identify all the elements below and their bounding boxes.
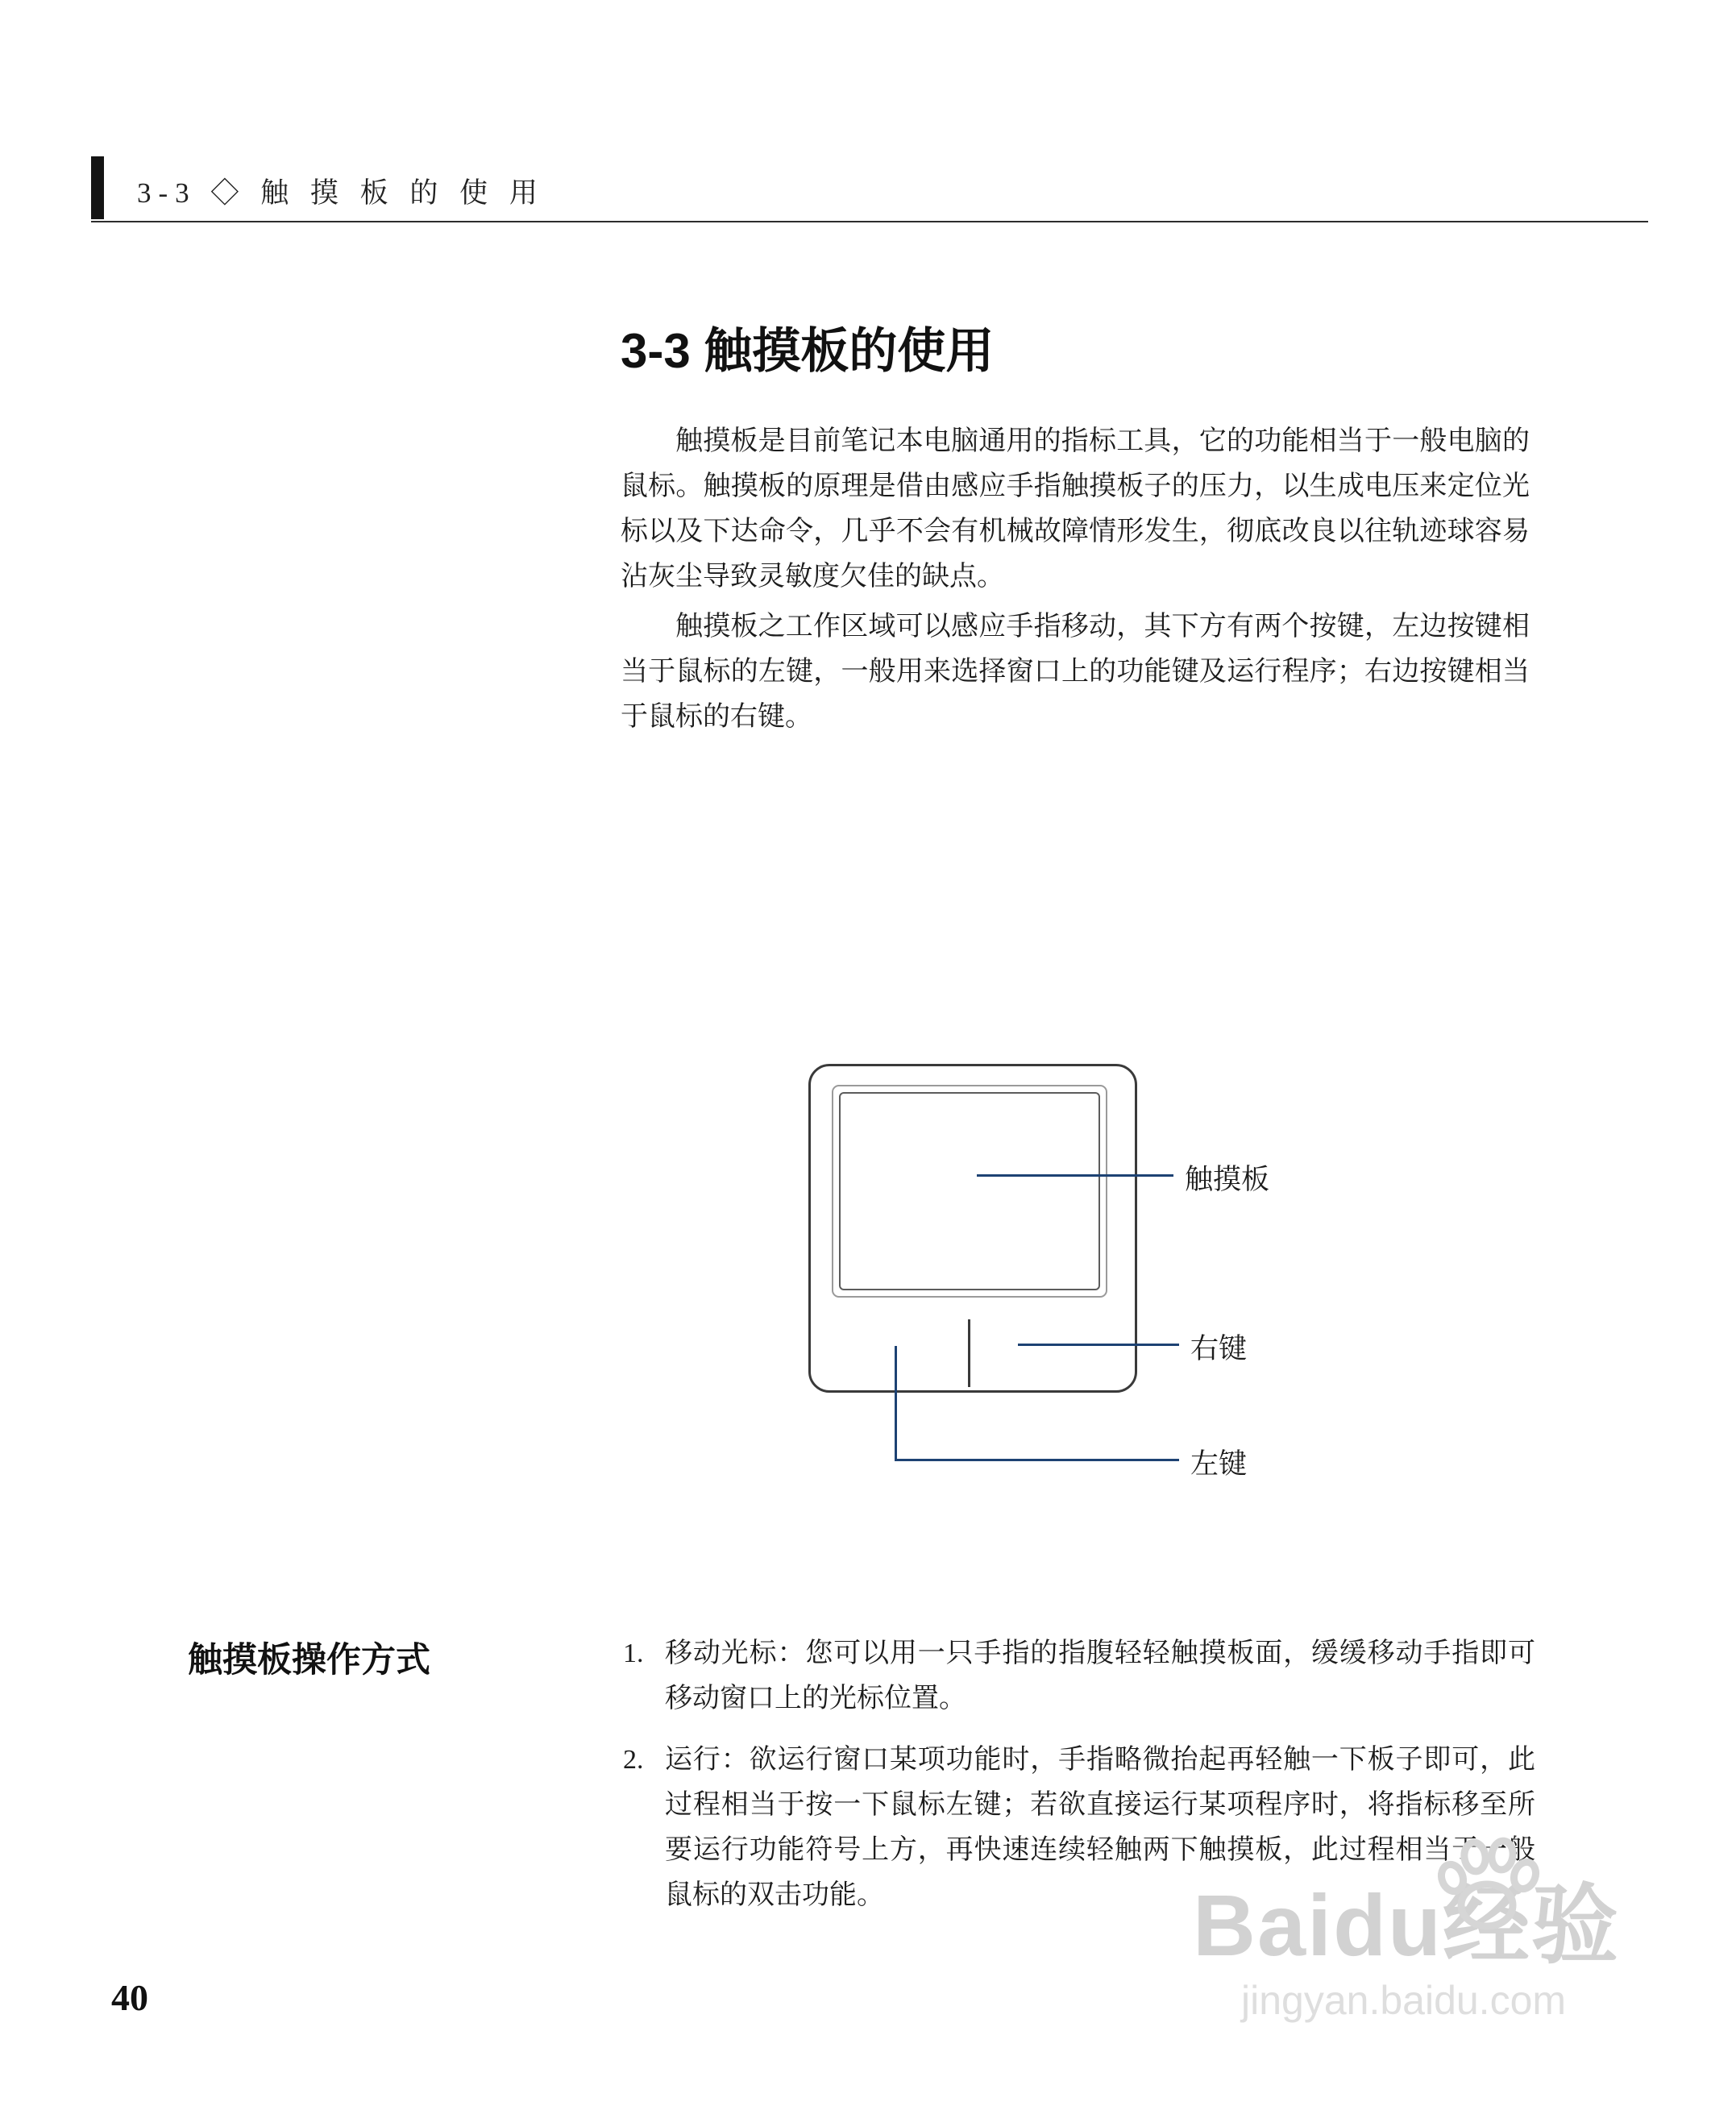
left-button-label: 左键 [1190,1448,1248,1480]
touchpad-surface [832,1085,1107,1298]
list-item-text: 移动光标：您可以用一只手指的指腹轻轻触摸板面，缓缓移动手指即可移动窗口上的光标位置。 [665,1639,1535,1713]
intro-paragraphs [621,419,1530,745]
section-title: 3-3 触摸板的使用 [621,324,995,378]
list-item-text: 运行：欲运行窗口某项功能时，手指略微抬起再轻触一下板子即可，此过程相当于按一下鼠标左键；若欲直接运行某项程序时，将指标移至所要运行功能符号上方，再快速连续轻触两下触摸板，此过程相当于一般鼠标的双击功能。 [665,1745,1535,1910]
list-item-number: 2. [623,1745,644,1775]
touchpad-label: 触摸板 [1185,1164,1270,1195]
left-button-callout-line-vertical [895,1346,897,1460]
list-item [623,1631,1535,1722]
left-button-callout-line-horizontal [895,1459,1179,1461]
paw-icon [1427,1831,1547,1936]
header-section-label: 3-3 ◇ 触 摸 板 的 使 用 [137,177,545,209]
right-button-label: 右键 [1190,1333,1248,1364]
baidu-watermark-url: jingyan.baidu.com [1241,1977,1567,2023]
operation-heading: 触摸板操作方式 [188,1641,430,1680]
baidu-watermark-brand-cn: 经验 [1443,1876,1621,1974]
right-button-callout-line [1018,1344,1179,1346]
page-number: 40 [111,1977,148,2018]
header-divider [91,221,1648,222]
baidu-watermark [1193,1878,1725,2024]
paragraph-1: 触摸板是目前笔记本电脑通用的指标工具，它的功能相当于一般电脑的鼠标。触摸板的原理是借由感应手指触摸板子的压力，以生成电压来定位光标以及下达命令，几乎不会有机械故障情形发生，彻底改良以往轨迹球容易沾灰尘导致灵敏度欠佳的缺点。 [621,426,1530,592]
paragraph-2: 触摸板之工作区域可以感应手指移动，其下方有两个按键，左边按键相当于鼠标的左键，一般用来选择窗口上的功能键及运行程序；右边按键相当于鼠标的右键。 [621,612,1530,732]
list-item-number: 1. [623,1639,644,1668]
baidu-watermark-brand-en: Baidu [1193,1876,1443,1974]
touchpad-callout-line [977,1174,1173,1177]
header-accent-bar [91,156,104,219]
button-divider-line [968,1319,970,1387]
touchpad-surface-inner-border [839,1092,1100,1290]
